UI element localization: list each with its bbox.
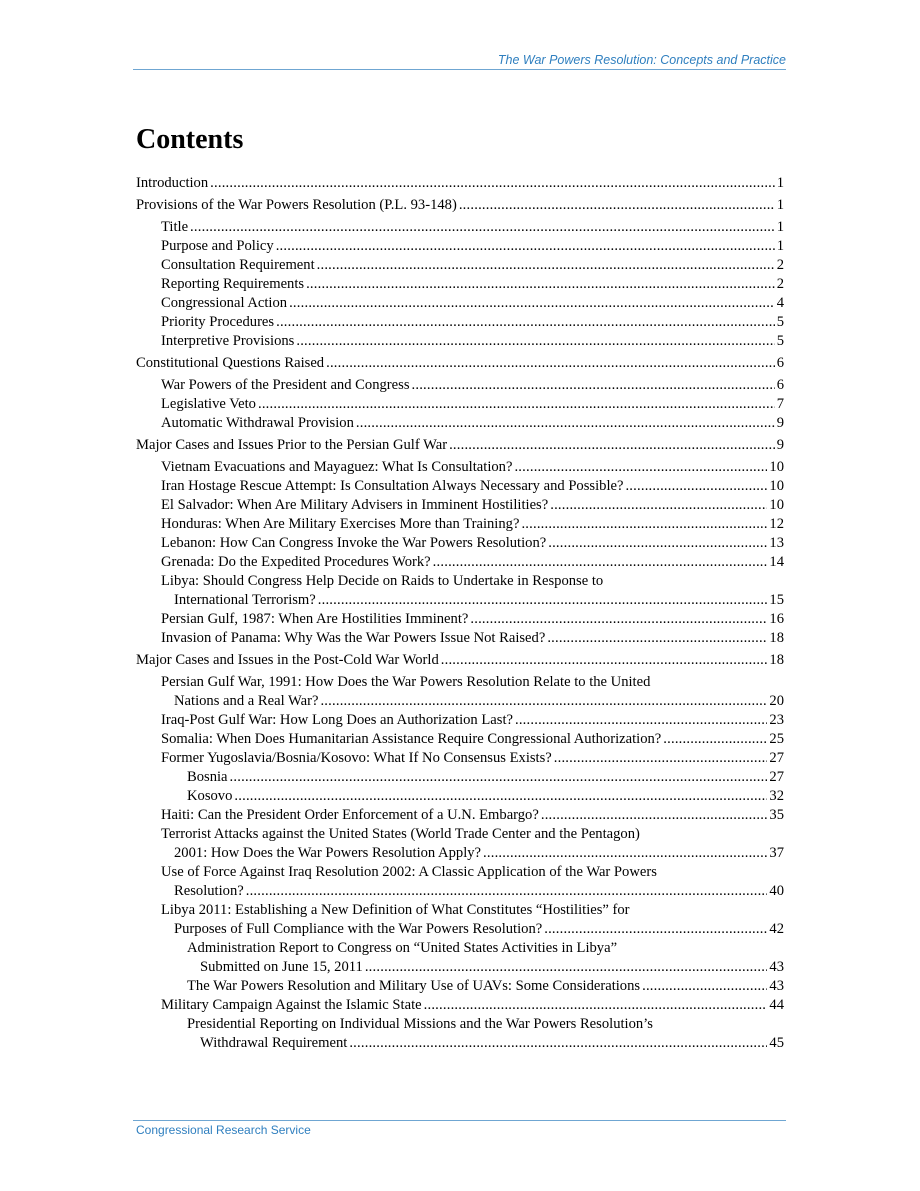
toc-entry[interactable]: Libya 2011: Establishing a New Definition of What Constitutes “Hostilities” for Purposes of Full Compliance with the War Powers Resolution? ..... 42 bbox=[161, 901, 784, 939]
toc-entry[interactable]: Constitutional Questions Raised ..... 6 bbox=[136, 354, 784, 373]
toc-entry[interactable]: Bosnia ..... 27 bbox=[187, 768, 784, 787]
toc-entry[interactable]: Lebanon: How Can Congress Invoke the War Powers Resolution? ..... 13 bbox=[161, 534, 784, 553]
footer-rule bbox=[133, 1120, 786, 1121]
header-rule bbox=[133, 69, 786, 70]
page-title: Contents bbox=[136, 124, 244, 155]
toc-entry[interactable]: The War Powers Resolution and Military Use of UAVs: Some Considerations ..... 43 bbox=[187, 977, 784, 996]
toc-entry[interactable]: El Salvador: When Are Military Advisers in Imminent Hostilities? ..... 10 bbox=[161, 496, 784, 515]
toc-entry[interactable]: Kosovo ..... 32 bbox=[187, 787, 784, 806]
toc-entry[interactable]: Presidential Reporting on Individual Missions and the War Powers Resolution’s Withdrawal Requirement ..... 45 bbox=[187, 1015, 784, 1053]
toc-entry[interactable]: Military Campaign Against the Islamic State ..... 44 bbox=[161, 996, 784, 1015]
toc-entry[interactable]: Interpretive Provisions ..... 5 bbox=[161, 332, 784, 351]
toc-entry[interactable]: War Powers of the President and Congress ..... 6 bbox=[161, 376, 784, 395]
toc-entry[interactable]: Somalia: When Does Humanitarian Assistance Require Congressional Authorization? ..... 25 bbox=[161, 730, 784, 749]
toc-entry[interactable]: Purpose and Policy ..... 1 bbox=[161, 237, 784, 256]
toc-entry[interactable]: Major Cases and Issues Prior to the Persian Gulf War ..... 9 bbox=[136, 436, 784, 455]
toc-entry[interactable]: Use of Force Against Iraq Resolution 2002: A Classic Application of the War Powers Resolution? ..... 40 bbox=[161, 863, 784, 901]
toc-entry[interactable]: Congressional Action ..... 4 bbox=[161, 294, 784, 313]
toc-entry[interactable]: Iraq-Post Gulf War: How Long Does an Authorization Last? ..... 23 bbox=[161, 711, 784, 730]
toc-entry[interactable]: Libya: Should Congress Help Decide on Raids to Undertake in Response to International Terrorism? ..... 15 bbox=[161, 572, 784, 610]
toc-entry[interactable]: Grenada: Do the Expedited Procedures Work? ..... 14 bbox=[161, 553, 784, 572]
toc-entry[interactable]: Legislative Veto ..... 7 bbox=[161, 395, 784, 414]
toc-entry[interactable]: Automatic Withdrawal Provision ..... 9 bbox=[161, 414, 784, 433]
toc-entry[interactable]: Reporting Requirements ..... 2 bbox=[161, 275, 784, 294]
table-of-contents bbox=[136, 174, 784, 1053]
toc-entry[interactable]: Terrorist Attacks against the United States (World Trade Center and the Pentagon) 2001: How Does the War Powers Resolution Apply? ..... 37 bbox=[161, 825, 784, 863]
running-header: The War Powers Resolution: Concepts and Practice bbox=[497, 53, 786, 67]
toc-entry[interactable]: Invasion of Panama: Why Was the War Powers Issue Not Raised? ..... 18 bbox=[161, 629, 784, 648]
toc-entry[interactable]: Major Cases and Issues in the Post-Cold War World ..... 18 bbox=[136, 651, 784, 670]
toc-entry[interactable]: Consultation Requirement ..... 2 bbox=[161, 256, 784, 275]
toc-entry[interactable]: Priority Procedures ..... 5 bbox=[161, 313, 784, 332]
toc-entry[interactable]: Haiti: Can the President Order Enforcement of a U.N. Embargo? ..... 35 bbox=[161, 806, 784, 825]
toc-entry[interactable]: Administration Report to Congress on “United States Activities in Libya” Submitted on June 15, 2011 ..... 43 bbox=[187, 939, 784, 977]
toc-entry[interactable]: Title ..... 1 bbox=[161, 218, 784, 237]
toc-entry[interactable]: Provisions of the War Powers Resolution (P.L. 93-148) ..... 1 bbox=[136, 196, 784, 215]
toc-entry[interactable]: Iran Hostage Rescue Attempt: Is Consultation Always Necessary and Possible? ..... 10 bbox=[161, 477, 784, 496]
toc-entry[interactable]: Former Yugoslavia/Bosnia/Kosovo: What If No Consensus Exists? ..... 27 bbox=[161, 749, 784, 768]
toc-entry[interactable]: Persian Gulf, 1987: When Are Hostilities Imminent? ..... 16 bbox=[161, 610, 784, 629]
page-footer: Congressional Research Service bbox=[136, 1123, 311, 1137]
toc-entry[interactable]: Introduction ..... 1 bbox=[136, 174, 784, 193]
toc-entry[interactable]: Vietnam Evacuations and Mayaguez: What Is Consultation? ..... 10 bbox=[161, 458, 784, 477]
toc-entry[interactable]: Honduras: When Are Military Exercises More than Training? ..... 12 bbox=[161, 515, 784, 534]
toc-entry[interactable]: Persian Gulf War, 1991: How Does the War Powers Resolution Relate to the United Nations and a Real War? ..... 20 bbox=[161, 673, 784, 711]
